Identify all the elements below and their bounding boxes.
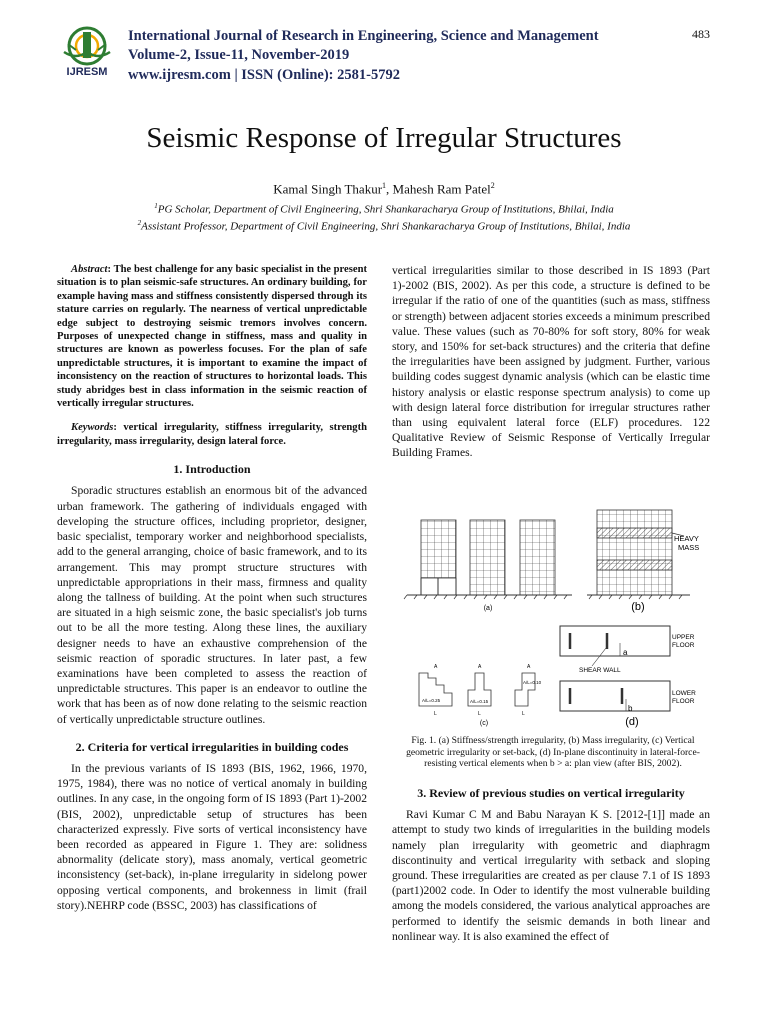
figure-caption: Fig. 1. (a) Stiffness/strength irregularity, (b) Mass irregularity, (c) Vertical geometric irregularity or set-back, (d) In-plane discontinuity in lateral-force-resisting vertical elements when b > a: plan view (after BIS, 2002). — [406, 735, 700, 770]
figure-d-plan — [560, 626, 696, 728]
shear-wall-label: SHEAR WALL — [579, 667, 621, 674]
figure-a-buildings — [404, 520, 572, 612]
right-paragraph: vertical irregularities similar to those described in IS 1893 (Part 1)-2002 (BIS, 2002). As per this code, a structure is defined to be irregular if the ratio of one of the quantities (such as mass, stiffness or strength) between adjacent stories exceeds a minimum prescribed value. These values (such as 70-80% for soft story, 80% for weak story, and 150% for set-back structures) and the criteria that define the irregularities have been assigned by judgment. Further, various building codes suggest dynamic analysis (which can be elastic time history analysis or elastic response spectrum analysis) to come up with design lateral force distribution for irregular structures rather than using equivalent lateral force (ELF) procedures. 122 Qualitative Review of Seismic Response of Vertically Irregular Building Frames. — [392, 264, 710, 460]
ratio-2: A/L=0.15 — [470, 699, 489, 704]
figure-b-building — [587, 510, 699, 613]
author-separator: , — [386, 181, 393, 197]
left-column — [57, 263, 367, 913]
label-a: (a) — [483, 605, 493, 612]
dim-l-3: L — [522, 711, 525, 717]
right-column-bottom — [392, 778, 710, 944]
logo-text: IJRESM — [66, 66, 108, 78]
abstract — [57, 263, 367, 410]
affiliation-2-text: Assistant Professor, Department of Civil Engineering, Shri Shankaracharya Group of Institutions, Bhilai, India — [141, 220, 631, 233]
dim-l-2: L — [478, 711, 481, 717]
ratio-3: A/L=0.10 — [523, 680, 542, 685]
ratio-1: A/L=0.25 — [422, 698, 441, 703]
dim-a-1: A — [434, 664, 438, 670]
dim-a-3: A — [527, 664, 531, 670]
figure-c-setbacks — [419, 664, 542, 727]
figure-1-drawing — [392, 500, 710, 732]
intro-heading: 1. Introduction — [173, 462, 251, 477]
journal-volume: Volume-2, Issue-11, November-2019 — [128, 47, 350, 63]
keywords — [57, 421, 367, 448]
author-1: Kamal Singh Thakur — [273, 181, 383, 197]
right-column-top — [392, 263, 710, 461]
mass-label: MASS — [678, 543, 700, 552]
review-heading: 3. Review of previous studies on vertical irregularity — [417, 786, 685, 800]
keywords-label: Keywords — [71, 422, 114, 434]
criteria-heading: 2. Criteria for vertical irregularities in building codes — [75, 739, 349, 754]
affiliation-2 — [0, 219, 768, 233]
author-2: Mahesh Ram Patel — [392, 181, 491, 197]
upper-label: UPPER — [672, 634, 695, 641]
affiliation-1-sup: 1 — [154, 202, 158, 210]
dim-a-2: A — [478, 664, 482, 670]
label-d: (d) — [625, 716, 639, 728]
dim-b-label: b — [628, 704, 633, 713]
affiliation-1 — [0, 202, 768, 216]
intro-paragraph: Sporadic structures establish an enormous bit of the advanced urban framework. The gathering of individuals engaged with developing the structure offices, including proprietor, designer, basic specialist, temporary worker and neighborhood specialists, add to the general arranging, choice of basic framework, and to its arrangement. This may prompt structure structures with unpredictable appropriations in their mass, firmness and quality along the tallness of building. At the point when such structures are situated in a high seismic zone, the basic specialist's job turns out to be all the more testing. Along these lines, the auxiliary designer needs to have an exhaustive comprehension of the seismic reaction of sporadic structures. In later past, a few examinations have been completed to assess the reaction of unpredictable structures. This paper is an endeavor to outline the work that has been as of now done relating to the seismic reaction of vertically unpredictable structure outlines. — [57, 484, 367, 726]
affiliation-1-text: PG Scholar, Department of Civil Engineering, Shri Shankaracharya Group of Institutions, Bhilai, India — [157, 203, 614, 216]
abstract-label: Abstract — [71, 264, 108, 275]
journal-logo — [56, 22, 118, 84]
paper-title: Seismic Response of Irregular Structures — [146, 122, 622, 154]
page-number: 483 — [692, 27, 710, 41]
keywords-text: : vertical irregularity, stiffness irregularity, strength irregularity, mass irregularity, design lateral force. — [57, 422, 367, 447]
author-1-sup: 1 — [382, 181, 387, 190]
figure-1 — [392, 500, 710, 732]
heavy-label: HEAVY — [674, 534, 699, 543]
lower-floor-label: FLOOR — [672, 698, 695, 705]
author-line — [0, 181, 768, 197]
dim-l-1: L — [434, 711, 437, 717]
journal-name: International Journal of Research in Engineering, Science and Management — [128, 28, 599, 44]
lower-label: LOWER — [672, 690, 696, 697]
dim-a-label: a — [623, 648, 628, 657]
journal-website: www.ijresm.com | ISSN (Online): 2581-5792 — [128, 67, 400, 83]
label-b: (b) — [631, 601, 645, 613]
author-2-sup: 2 — [490, 181, 495, 190]
criteria-paragraph: In the previous variants of IS 1893 (BIS, 1962, 1966, 1970, 1975, 1984), there was no notice of vertical anomaly in building outlines. In any case, in the ongoing form of IS 1893 (Part 1)-2002 (BIS, 2002), unpredictable setup of structures has been characterized expressly. Five sorts of vertical inconsistency have been recorded as appeared in Figure 1. They are: solidness abnormality (delicate story), mass anomaly, vertical geometric inconsistency (set-back), in-plane irregularity in sidelong power opposing vertical components, and brokenness in limit (frail story).NEHRP code (BSSC, 2003) has classifications of — [57, 761, 367, 912]
label-c: (c) — [479, 720, 489, 727]
abstract-text: : The best challenge for any basic specialist in the present situation is to plan seismic-safe structures. An ordinary building, for example having mass and stiffness consistently dispersed through its stature carries on regularly. The nearness of vertical unpredictable edge subject to destroying seismic tremors involves concern. Purposes of unexpected change in stiffness, mass and quality in structures are known as powerless focuses. For the plan of safe unpredictable structures, it is important to examine the impact of inconsistency on the reaction of structures to horizontal loads. This study abridges best in class information in the seismic reaction of vertically irregular structures. — [57, 264, 367, 410]
upper-floor-label: FLOOR — [672, 642, 695, 649]
affiliation-2-sup: 2 — [137, 219, 142, 227]
review-paragraph: Ravi Kumar C M and Babu Narayan K S. [2012-[1]] made an attempt to study two kinds of irregularities in the building models namely plan irregularity with geometric and diaphragm discontinuity and vertical irregularity with setback and sloping ground. These irregularities are created as per clause 7.1 of IS 1893 (part1)2002 code. In Oder to identify the most vulnerable building among the models considered, the various analytical approaches are performed to identify the seismic demands in both linear and nonlinear way. It is also examined the effect of — [392, 808, 710, 943]
